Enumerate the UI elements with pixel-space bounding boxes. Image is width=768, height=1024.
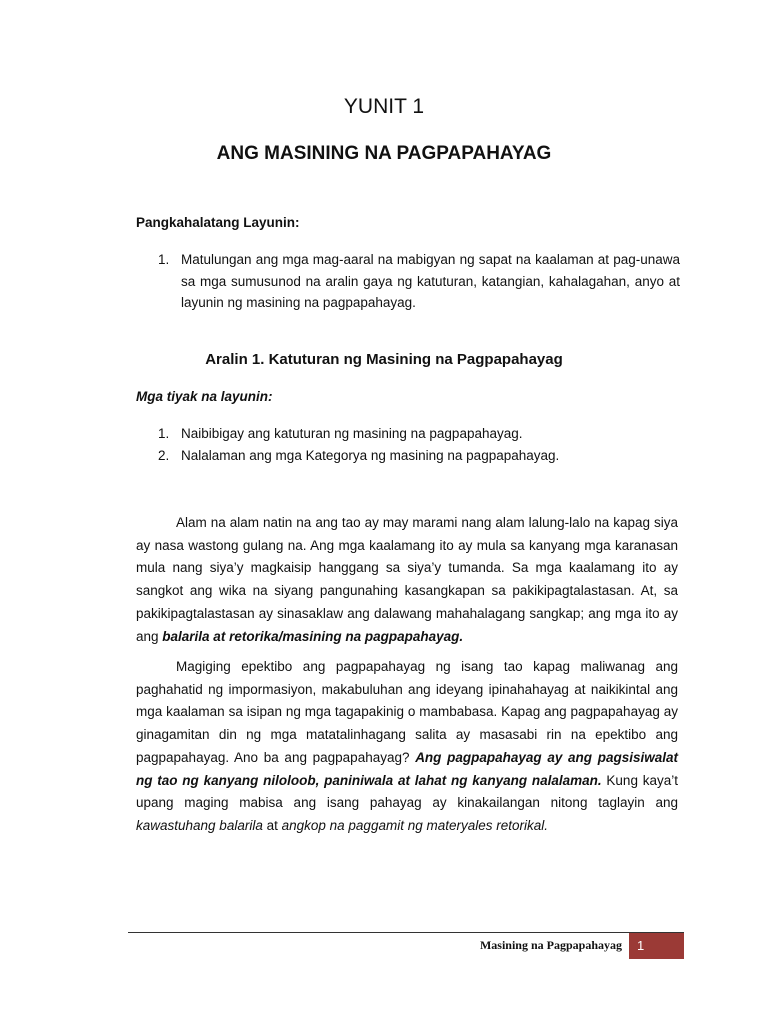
list-item <box>136 445 680 467</box>
list-item <box>136 249 680 314</box>
paragraph-italic: angkop na paggamit ng materyales retorikal. <box>281 817 549 833</box>
general-objective-heading: Pangkahalatang Layunin: <box>136 215 300 230</box>
body-paragraph-1 <box>136 512 678 648</box>
specific-objective-heading: Mga tiyak na layunin: <box>136 389 273 404</box>
list-item-text: Naibibigay ang katuturan ng masining na pagpapahayag. <box>181 426 523 441</box>
page-number-badge: 1 <box>629 933 684 959</box>
general-objectives-list <box>136 249 680 314</box>
paragraph-text: Magiging epektibo ang pagpapahayag ng isang tao kapag maliwanag ang paghahatid ng impormasiyon, makabuluhan ang ideyang ipinahahayag at naikikintal ang mga kaalaman sa isipan ng mga tagapakinig o mambabasa. Kapag ang pagpapahayag ay ginagamitan din ng mga matatalinhagang salita ay masasabi rin na epektibo ang pagpapahayag. Ano ba ang pagpapahayag? <box>136 659 678 765</box>
footer-divider <box>128 932 684 933</box>
unit-label: YUNIT 1 <box>343 95 425 118</box>
specific-objectives-list <box>136 423 680 466</box>
body-paragraph-2 <box>136 656 678 838</box>
paragraph-italic: kawastuhang balarila <box>136 817 263 833</box>
list-item-number: 2. <box>158 447 170 463</box>
footer-title: Masining na Pagpapahayag <box>479 938 622 952</box>
paragraph-emphasis: Ang pagpapahayag ay ang pagsisiwalat ng tao ng kanyang niloloob, paniniwala at lahat ng kanyang nalalaman. <box>136 749 678 788</box>
page-title: ANG MASINING NA PAGPAPAHAYAG <box>216 143 552 164</box>
list-item-number: 1. <box>158 252 170 267</box>
lesson-title: Aralin 1. Katuturan ng Masining na Pagpapahayag <box>205 351 563 368</box>
paragraph-text: Kung kaya’t upang maging mabisa ang isang pahayag ay kinakailangan nitong taglayin ang <box>136 772 678 811</box>
paragraph-text: Alam na alam natin na ang tao ay may marami nang alam lalung-lalo na kapag siya ay nasa wastong gulang na. Ang mga kaalamang ito ay mula sa kanyang mga karanasan mula nang siya’y magkaisip hanggang sa siya’y tumanda. Sa mga kaalamang ito ay sangkot ang wika na siyang pangunahing kasangkapan sa pakikipagtalastasan. At, sa pakikipagtalastasan ay sinasaklaw ang dalawang mahahalagang sangkap; ang mga ito ay ang <box>136 515 678 644</box>
list-item-number: 1. <box>158 426 170 441</box>
paragraph-emphasis: balarila at retorika/masining na pagpapahayag. <box>162 628 464 644</box>
list-item <box>136 423 680 445</box>
list-item-text: Nalalaman ang mga Kategorya ng masining na pagpapahayag. <box>181 447 560 463</box>
paragraph-text: at <box>262 817 282 833</box>
list-item-text: Matulungan ang mga mag-aaral na mabigyan ng sapat na kaalaman at pag-unawa sa mga sumusunod na aralin gaya ng katuturan, katangian, kahalagahan, anyo at layunin ng masining na pagpapahayag. <box>181 252 680 310</box>
